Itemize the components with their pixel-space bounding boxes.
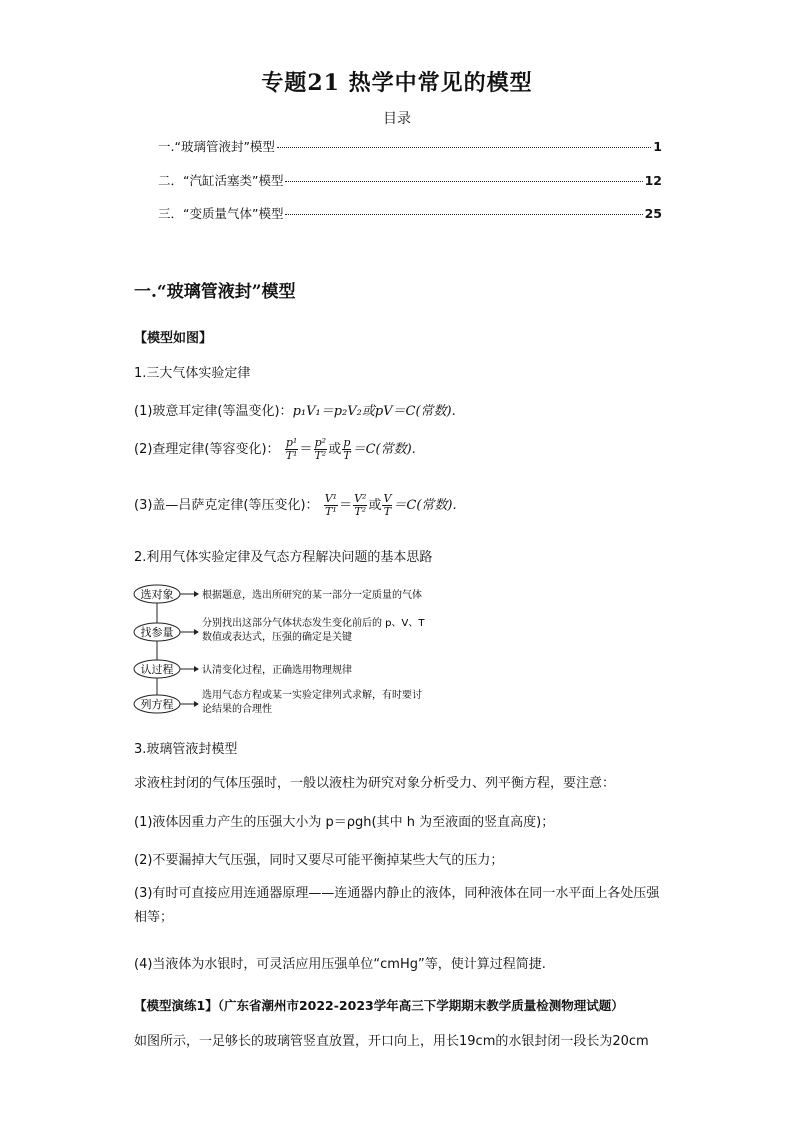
note-2: (2)不要漏掉大气压强，同时又要尽可能平衡掉某些大气的压力； bbox=[134, 853, 504, 868]
law-gay-lussac: (3)盖—吕萨克定律(等压变化)： $\frac{\text{V¹}}{\text{T¹}}$ ＝ $\frac{\text{V²}}{\text{T²}}$ 或 $\frac{V}{T}$ ＝C(常数). bbox=[134, 492, 457, 518]
fraction: $\frac{\text{p¹}}{\text{T¹}}$ bbox=[285, 436, 298, 462]
arrow-head-icon bbox=[194, 666, 199, 672]
step-label: 列方程 bbox=[140, 698, 174, 711]
law-formula: p₁V₁＝p₂V₂或pV＝C(常数). bbox=[292, 404, 456, 419]
section-title: 一.“玻璃管液封”模型 bbox=[134, 282, 296, 302]
fraction: $\frac{\text{V¹}}{\text{T¹}}$ bbox=[324, 492, 338, 518]
law-label: (2)查理定律(等容变化)： bbox=[134, 442, 280, 457]
toc-item-3[interactable] bbox=[158, 204, 662, 222]
note-4: (4)当液体为水银时，可灵活应用压强单位“cmHg”等，使计算过程简捷. bbox=[134, 957, 546, 972]
step-description: 数值或表达式，压强的确定是关键 bbox=[202, 632, 352, 643]
fraction: $\frac{\text{p²}}{\text{T²}}$ bbox=[314, 436, 327, 462]
fraction: $\frac{\text{V²}}{\text{T²}}$ bbox=[354, 492, 367, 518]
toc-leader-dots bbox=[277, 147, 651, 148]
law-label: (1)玻意耳定律(等温变化)： bbox=[134, 404, 293, 419]
law-label: (3)盖—吕萨克定律(等压变化)： bbox=[134, 498, 319, 513]
step-label: 找参量 bbox=[140, 626, 174, 639]
toc-item-page: 12 bbox=[644, 173, 662, 188]
step-description: 认清变化过程，正确选用物理规律 bbox=[202, 665, 352, 676]
step-label: 认过程 bbox=[140, 663, 174, 676]
flow-step-1 bbox=[134, 585, 422, 603]
method-heading: 2.利用气体实验定律及气态方程解决问题的基本思路 bbox=[134, 550, 433, 565]
step-description: 选用气态方程或某一实验定律列式求解，有时要讨 bbox=[202, 690, 422, 701]
practice-heading bbox=[134, 996, 674, 1014]
toc-item-label: 三．“变质量气体”模型 bbox=[158, 206, 284, 221]
model3-heading: 3.玻璃管液封模型 bbox=[134, 742, 238, 757]
step-label: 选对象 bbox=[140, 588, 174, 601]
practice-source: （广东省潮州市2022-2023学年高三下学期期末教学质量检测物理试题） bbox=[217, 998, 624, 1013]
arrow-head-icon bbox=[194, 701, 199, 707]
step-description: 根据题意，选出所研究的某一部分一定质量的气体 bbox=[202, 590, 422, 601]
toc-item-page: 1 bbox=[653, 139, 662, 154]
note-3: (3)有时可直接应用连通器原理——连通器内静止的液体，同种液体在同一水平面上各处压强相等； bbox=[134, 886, 660, 925]
law-boyle bbox=[134, 400, 456, 419]
model-tag: 【模型如图】 bbox=[134, 331, 213, 346]
toc-item-label: 二．“汽缸活塞类”模型 bbox=[158, 173, 284, 188]
law-charles: (2)查理定律(等容变化)： $\frac{\text{p¹}}{\text{T¹}}$ ＝ $\frac{\text{p²}}{\text{T²}}$ 或 $\frac{p}{T}$ ＝C(常数). bbox=[134, 436, 416, 462]
toc-leader-dots bbox=[285, 181, 642, 182]
model3-intro: 求液柱封闭的气体压强时，一般以液柱为研究对象分析受力、列平衡方程，要注意： bbox=[134, 776, 616, 791]
practice-tag: 【模型演练1】 bbox=[134, 998, 218, 1013]
note-1: (1)液体因重力产生的压强大小为 p＝ρgh(其中 h 为至液面的竖直高度)； bbox=[134, 815, 555, 830]
toc-item-2[interactable] bbox=[158, 171, 662, 189]
law-heading: 1.三大气体实验定律 bbox=[134, 366, 251, 381]
flow-step-3 bbox=[134, 660, 352, 678]
toc-heading: 目录 bbox=[383, 111, 411, 127]
fraction: $\frac{p}{T}$ bbox=[343, 436, 351, 462]
arrow-head-icon bbox=[194, 629, 199, 635]
page-title: 专题21 热学中常见的模型 bbox=[261, 70, 533, 96]
step-description: 论结果的合理性 bbox=[202, 704, 272, 715]
arrow-head-icon bbox=[194, 591, 199, 597]
flow-step-4 bbox=[134, 688, 422, 715]
toc-item-page: 25 bbox=[644, 206, 662, 221]
flow-step-2 bbox=[134, 616, 425, 643]
fraction: $\frac{V}{T}$ bbox=[383, 492, 392, 518]
flow-diagram bbox=[132, 582, 462, 718]
toc-item-label: 一.“玻璃管液封”模型 bbox=[158, 139, 275, 154]
toc-item-1[interactable] bbox=[158, 137, 662, 155]
practice-text: 如图所示，一足够长的玻璃管竖直放置，开口向上，用长19cm的水银封闭一段长为20cm bbox=[134, 1034, 649, 1049]
toc-leader-dots bbox=[285, 214, 642, 215]
step-description: 分别找出这部分气体状态发生变化前后的 p、V、T bbox=[202, 618, 425, 629]
